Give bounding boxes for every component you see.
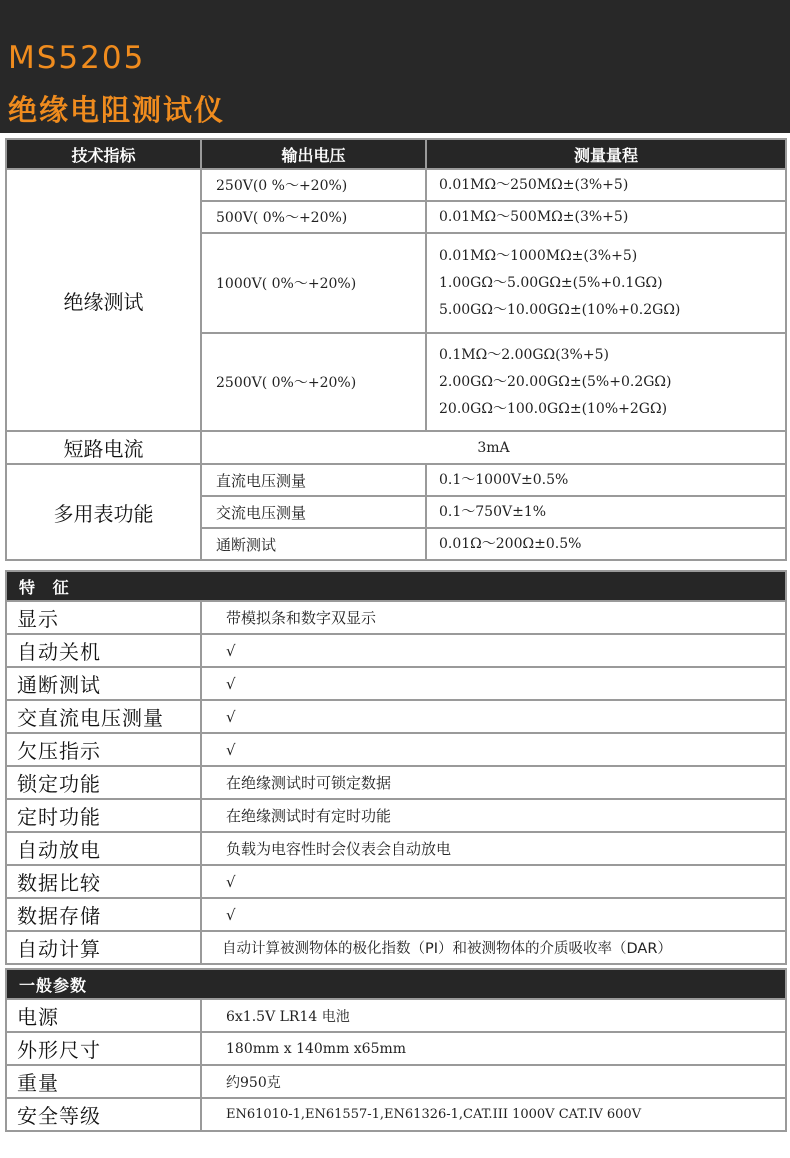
feature-value: 在绝缘测试时可锁定数据 [201,766,786,799]
col-header-voltage: 输出电压 [201,139,426,169]
feature-value: √ [201,898,786,931]
feature-row [6,700,786,733]
feature-label: 数据存储 [6,898,201,931]
general-row [6,1065,786,1098]
feature-value: √ [201,667,786,700]
feature-row [6,634,786,667]
feature-label: 自动关机 [6,634,201,667]
multimeter-range: 0.01Ω～200Ω±0.5% [426,528,786,560]
feature-value: 在绝缘测试时有定时功能 [201,799,786,832]
voltage-cell: 250V(0 %～+20%) [201,169,426,201]
short-circuit-row [6,431,786,464]
header-banner [0,0,790,133]
short-circuit-value: 3mA [201,431,786,464]
insulation-row-250 [6,169,786,201]
multimeter-func: 通断测试 [201,528,426,560]
feature-label: 锁定功能 [6,766,201,799]
feature-row [6,832,786,865]
features-header [6,571,786,601]
general-row [6,999,786,1032]
product-title: 绝缘电阻测试仪 [8,93,226,127]
range-cell: 0.01MΩ～500MΩ±(3%+5) [426,201,786,233]
range-cell [426,333,786,431]
general-header [6,969,786,999]
feature-label: 定时功能 [6,799,201,832]
general-label: 外形尺寸 [6,1032,201,1065]
feature-value: √ [201,733,786,766]
feature-row [6,766,786,799]
general-label: 电源 [6,999,201,1032]
feature-row [6,667,786,700]
voltage-cell: 1000V( 0%～+20%) [201,233,426,333]
multimeter-range: 0.1～750V±1% [426,496,786,528]
features-table [5,570,787,965]
general-value: EN61010-1,EN61557-1,EN61326-1,CAT.III 1000V CAT.IV 600V [201,1098,786,1131]
general-row [6,1098,786,1131]
feature-label: 显示 [6,601,201,634]
feature-value: 负载为电容性时会仪表会自动放电 [201,832,786,865]
multimeter-row-dc [6,464,786,496]
general-label: 安全等级 [6,1098,201,1131]
insulation-label: 绝缘测试 [6,169,201,431]
voltage-cell: 2500V( 0%～+20%) [201,333,426,431]
features-title: 特 征 [6,571,786,601]
feature-value: √ [201,865,786,898]
feature-label: 自动计算 [6,931,201,964]
feature-row [6,799,786,832]
general-table [5,968,787,1132]
feature-row [6,601,786,634]
feature-value: √ [201,634,786,667]
range-line: 0.01MΩ～1000MΩ±(3%+5) [439,247,638,264]
range-line: 1.00GΩ～5.00GΩ±(5%+0.1GΩ) [439,274,663,291]
feature-value: 自动计算被测物体的极化指数（PI）和被测物体的介质吸收率（DAR） [201,931,786,964]
col-header-range: 测量量程 [426,139,786,169]
feature-label: 自动放电 [6,832,201,865]
multimeter-range: 0.1～1000V±0.5% [426,464,786,496]
general-value: 6x1.5V LR14 电池 [201,999,786,1032]
range-line: 2.00GΩ～20.00GΩ±(5%+0.2GΩ) [439,373,672,390]
feature-row [6,865,786,898]
feature-label: 通断测试 [6,667,201,700]
short-circuit-label: 短路电流 [6,431,201,464]
spec-table [5,138,787,561]
general-title: 一般参数 [6,969,786,999]
range-line: 5.00GΩ～10.00GΩ±(10%+0.2GΩ) [439,301,681,318]
voltage-cell: 500V( 0%～+20%) [201,201,426,233]
multimeter-func: 直流电压测量 [201,464,426,496]
feature-row [6,733,786,766]
general-value: 约950克 [201,1065,786,1098]
general-row [6,1032,786,1065]
spec-header-row [6,139,786,169]
feature-label: 数据比较 [6,865,201,898]
multimeter-func: 交流电压测量 [201,496,426,528]
feature-label: 交直流电压测量 [6,700,201,733]
multimeter-label: 多用表功能 [6,464,201,560]
range-line: 0.1MΩ～2.00GΩ(3%+5) [439,346,609,363]
general-value: 180mm x 140mm x65mm [201,1032,786,1065]
feature-row [6,931,786,964]
model-number: MS5205 [8,40,146,76]
range-line: 20.0GΩ～100.0GΩ±(10%+2GΩ) [439,400,668,417]
range-cell: 0.01MΩ～250MΩ±(3%+5) [426,169,786,201]
feature-value: 带模拟条和数字双显示 [201,601,786,634]
feature-row [6,898,786,931]
col-header-spec: 技术指标 [6,139,201,169]
feature-value: √ [201,700,786,733]
range-cell [426,233,786,333]
feature-label: 欠压指示 [6,733,201,766]
general-label: 重量 [6,1065,201,1098]
